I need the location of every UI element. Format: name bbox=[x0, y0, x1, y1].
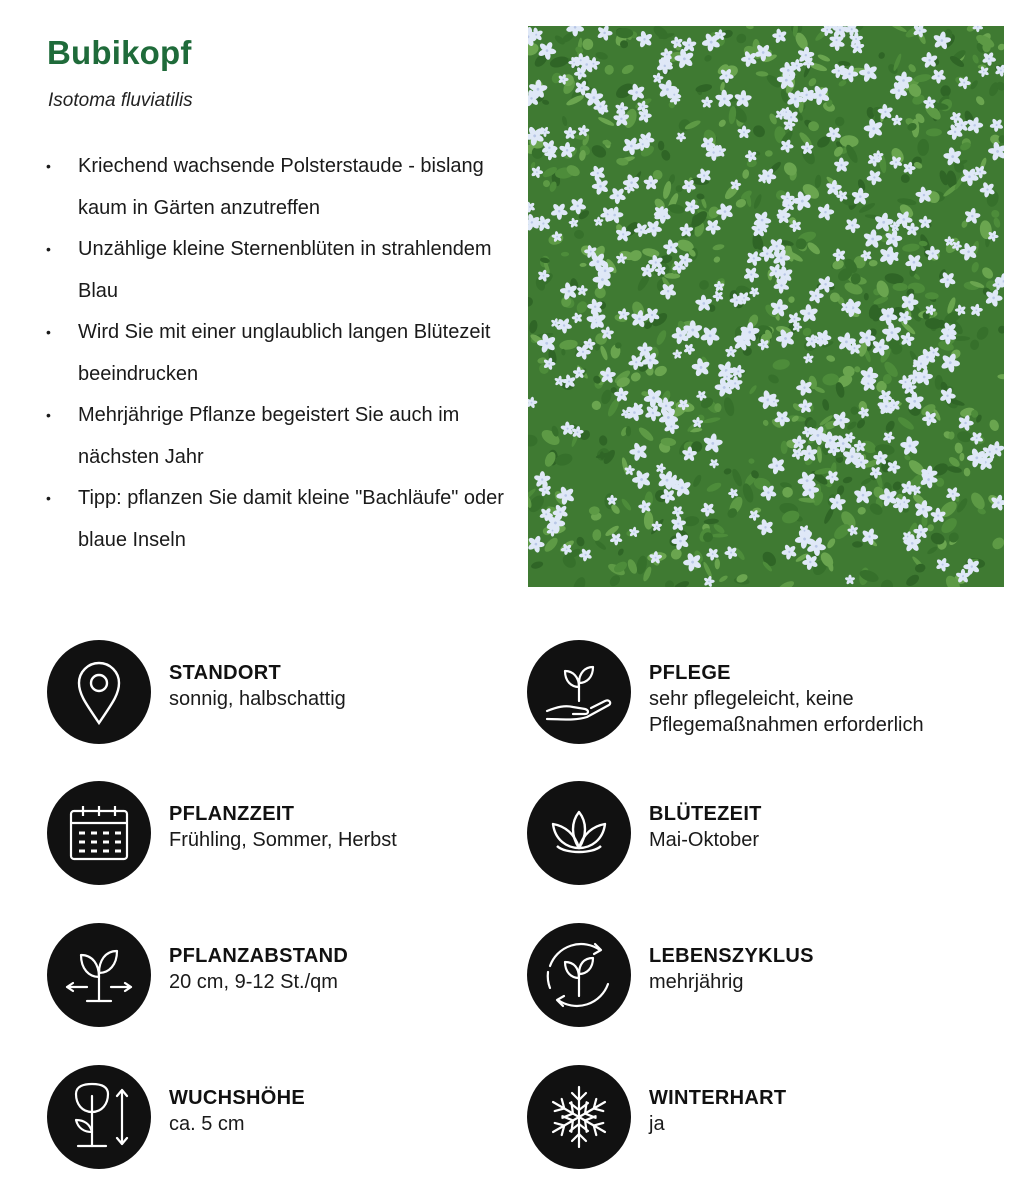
spec-wuchshoehe bbox=[47, 1065, 305, 1169]
spec-pflege bbox=[527, 640, 924, 744]
spec-value: Frühling, Sommer, Herbst bbox=[169, 829, 397, 851]
spec-label: BLÜTEZEIT bbox=[649, 803, 762, 825]
spec-value: sonnig, halbschattig bbox=[169, 688, 346, 710]
cycle-plant-icon bbox=[527, 923, 631, 1027]
calendar-icon bbox=[47, 781, 151, 885]
bullet-icon: • bbox=[46, 490, 51, 506]
spec-label: LEBENSZYKLUS bbox=[649, 945, 814, 967]
spec-value: ca. 5 cm bbox=[169, 1113, 245, 1135]
spec-pflanzabstand bbox=[47, 923, 348, 1027]
feature-item bbox=[44, 229, 514, 312]
bullet-icon: • bbox=[46, 158, 51, 174]
spec-lebenszyklus bbox=[527, 923, 814, 1027]
bullet-icon: • bbox=[46, 241, 51, 257]
spec-label: PFLANZZEIT bbox=[169, 803, 295, 825]
spec-value: mehrjährig bbox=[649, 971, 744, 993]
flower-carpet-photo bbox=[528, 26, 1004, 587]
spec-bluetezeit bbox=[527, 781, 762, 885]
spec-label: WINTERHART bbox=[649, 1087, 787, 1109]
feature-list bbox=[44, 146, 514, 561]
spec-label: PFLEGE bbox=[649, 662, 731, 684]
spec-label: WUCHSHÖHE bbox=[169, 1087, 306, 1109]
hand-seedling-icon bbox=[527, 640, 631, 744]
spec-value: ja bbox=[649, 1113, 665, 1135]
snowflake-icon bbox=[527, 1065, 631, 1169]
spec-value: Mai-Oktober bbox=[649, 829, 760, 851]
feature-item bbox=[44, 478, 514, 561]
feature-text: Wird Sie mit einer unglaublich langen Blütezeit beeindrucken bbox=[78, 321, 491, 385]
lotus-flower-icon bbox=[527, 781, 631, 885]
location-pin-icon bbox=[47, 640, 151, 744]
latin-name: Isotoma fluviatilis bbox=[48, 90, 193, 111]
plant-title: Bubikopf bbox=[47, 34, 192, 71]
feature-item bbox=[44, 395, 514, 478]
spec-label: PFLANZABSTAND bbox=[169, 945, 349, 967]
feature-item bbox=[44, 312, 514, 395]
spec-value: 20 cm, 9-12 St./qm bbox=[169, 971, 338, 993]
spec-standort bbox=[47, 640, 346, 744]
feature-item bbox=[44, 146, 514, 229]
spec-label: STANDORT bbox=[169, 662, 282, 684]
spec-winterhart bbox=[527, 1065, 786, 1169]
feature-text: Kriechend wachsende Polsterstaude - bislang kaum in Gärten anzutreffen bbox=[78, 155, 484, 219]
plant-photo bbox=[528, 26, 1004, 587]
bullet-icon: • bbox=[46, 324, 51, 340]
plant-height-icon bbox=[47, 1065, 151, 1169]
spec-pflanzzeit bbox=[47, 781, 397, 885]
spec-value: sehr pflegeleicht, keine Pflegemaßnahmen erforderlich bbox=[649, 688, 924, 736]
bullet-icon: • bbox=[46, 407, 51, 423]
feature-text: Tipp: pflanzen Sie damit kleine "Bachläufe" oder blaue Inseln bbox=[78, 487, 504, 551]
feature-text: Unzählige kleine Sternenblüten in strahlendem Blau bbox=[78, 238, 492, 302]
plant-spacing-icon bbox=[47, 923, 151, 1027]
feature-text: Mehrjährige Pflanze begeistert Sie auch im nächsten Jahr bbox=[78, 404, 460, 468]
